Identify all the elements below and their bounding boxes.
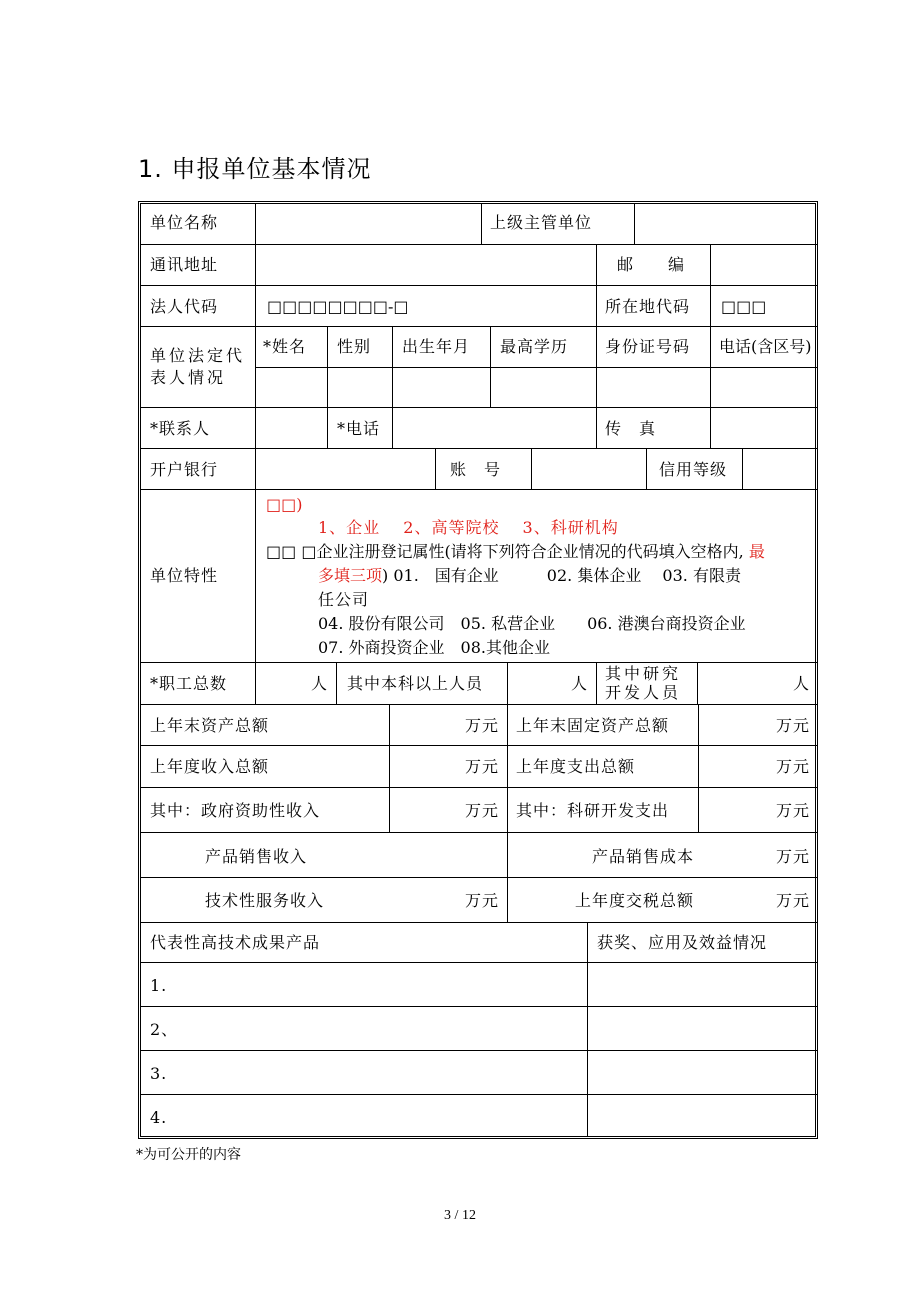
expense-field[interactable]: 万元 [698,745,818,787]
awards-row-2[interactable] [587,1006,818,1050]
assets-field[interactable]: 万元 [389,704,507,745]
assets-label: 上年末资产总额 [150,716,270,735]
cell-superior-label [481,204,634,244]
cell-account-label [435,448,531,489]
product-row-1[interactable]: 1. [141,962,587,1006]
cell-tech-income-label [141,877,389,922]
products-header: 代表性高技术成果产品 [150,933,321,952]
account-label: 账 号 [450,460,502,479]
legal-rep-phone-field[interactable] [710,367,818,407]
staff-total-unit: 人 [310,674,328,693]
bachelor-field[interactable] [507,662,596,704]
legal-code-label: 法人代码 [150,297,219,316]
cell-awards-header [587,922,818,962]
contact-label: *联系人 [150,419,211,438]
public-content-footnote: *为可公开的内容 [136,1147,241,1163]
page-number: 3 / 12 [444,1208,476,1223]
tech-income-field[interactable]: 万元 [389,877,507,922]
staff-total-field[interactable] [255,662,336,704]
tax-label: 上年度交税总额 [574,891,694,910]
superior-unit-field[interactable] [634,204,818,244]
cell-sales-cost-label [507,832,698,877]
fixed-assets-label: 上年末固定资产总额 [516,716,670,735]
phone-label: *电话 [337,419,381,438]
enterprise-registration-note-cont: 多填三项) 01. 国有企业 02. 集体企业 03. 有限责 [318,566,741,585]
cell-rd-staff-label [596,662,697,704]
bank-field[interactable] [255,448,435,489]
cell-legal-code-label [141,285,255,326]
phone-field[interactable] [392,407,596,448]
sales-income-field[interactable] [389,832,507,877]
cell-phone-label [327,407,392,448]
product-row-4[interactable]: 4. [141,1094,587,1136]
cell-address-label [141,244,255,285]
cell-fax-label [596,407,710,448]
unit-type-options: 1、企业 2、高等院校 3、科研机构 [318,518,619,537]
cell-legal-rep-label [141,326,255,407]
cell-credit-label [646,448,742,489]
expense-label: 上年度支出总额 [516,757,636,776]
gov-income-field[interactable]: 万元 [389,787,507,832]
legal-rep-header-phone: 电话(含区号) [710,326,818,367]
superior-unit-label: 上级主管单位 [490,213,593,232]
legal-rep-header-id: 身份证号码 [596,326,710,367]
legal-rep-id-field[interactable] [596,367,710,407]
credit-label: 信用等级 [659,460,728,479]
legal-rep-education-field[interactable] [490,367,596,407]
page-current: 3 [444,1208,452,1223]
product-row-2[interactable]: 2、 [141,1006,587,1050]
cell-tax-label [507,877,698,922]
region-code-field[interactable] [710,285,818,326]
income-label: 上年度收入总额 [150,757,270,776]
cell-gov-income-label [141,787,389,832]
unit-type-field[interactable] [255,489,818,662]
fax-label: 传 真 [605,419,657,438]
credit-field[interactable] [742,448,818,489]
cell-sales-income-label [141,832,389,877]
rd-staff-field[interactable] [697,662,818,704]
cell-expense-label [507,745,698,787]
bachelor-unit: 人 [570,674,588,693]
postcode-field[interactable] [710,244,818,285]
region-code-label: 所在地代码 [605,297,691,316]
legal-rep-gender-field[interactable] [327,367,392,407]
cell-rd-expense-label [507,787,698,832]
legal-rep-label: 单位法定代表人情况 [150,346,246,387]
cell-bachelor-label [336,662,507,704]
legal-rep-header-gender: 性别 [327,326,392,367]
legal-rep-header-birth: 出生年月 [392,326,490,367]
rd-expense-label: 其中：科研开发支出 [516,801,670,820]
awards-row-1[interactable] [587,962,818,1006]
cell-staff-total-label [141,662,255,704]
address-label: 通讯地址 [150,255,219,274]
enterprise-registration-note: □□ □企业注册登记属性(请将下列符合企业情况的代码填入空格内, 最 [266,542,765,561]
sales-cost-label: 产品销售成本 [591,847,694,866]
legal-rep-header-education: 最高学历 [490,326,596,367]
sales-income-label: 产品销售收入 [205,847,308,866]
bachelor-label: 其中本科以上人员 [347,674,484,693]
rd-expense-field[interactable]: 万元 [698,787,818,832]
postcode-label: 邮 编 [617,255,686,274]
staff-total-label: *职工总数 [150,674,228,693]
awards-row-3[interactable] [587,1050,818,1094]
rd-staff-unit: 人 [792,674,810,693]
cell-products-header [141,922,587,962]
unit-name-label: 单位名称 [150,213,219,232]
enterprise-type-line-6: 04. 股份有限公司 05. 私营企业 06. 港澳台商投资企业 [318,614,746,633]
account-field[interactable] [531,448,646,489]
cell-income-label [141,745,389,787]
legal-code-boxes: □□□□□□□□-□ [267,297,409,316]
enterprise-type-line-7: 07. 外商投资企业 08.其他企业 [318,638,550,657]
contact-field[interactable] [255,407,327,448]
tech-income-label: 技术性服务收入 [205,891,325,910]
fax-field[interactable] [710,407,818,448]
bank-label: 开户银行 [150,460,219,479]
awards-row-4[interactable] [587,1094,818,1136]
legal-code-field[interactable] [255,285,596,326]
address-field[interactable] [255,244,596,285]
cell-bank-label [141,448,255,489]
gov-income-label: 其中：政府资助性收入 [150,801,321,820]
cell-assets-label [141,704,389,745]
sales-cost-field[interactable]: 万元 [698,832,818,877]
legal-rep-name-field[interactable] [255,367,327,407]
unit-type-label: 单位特性 [150,566,219,585]
cell-unit-type-label [141,489,255,662]
cell-fixed-assets-label [507,704,698,745]
cell-unit-name-label [141,204,255,244]
tax-field[interactable]: 万元 [698,877,818,922]
rd-staff-label-1: 其中研究 [605,664,682,683]
cell-region-code-label [596,285,710,326]
cell-postcode-label [596,244,710,285]
income-field[interactable]: 万元 [389,745,507,787]
region-code-boxes: □□□ [721,297,767,316]
basic-info-form-table [138,201,818,1139]
legal-rep-birth-field[interactable] [392,367,490,407]
unit-name-field[interactable] [255,204,481,244]
rd-staff-label-2: 开发人员 [605,683,682,702]
fixed-assets-field[interactable]: 万元 [698,704,818,745]
cell-contact-label [141,407,255,448]
legal-rep-header-name: *姓名 [255,326,327,367]
enterprise-type-line-5: 任公司 [318,590,370,609]
awards-header: 获奖、应用及效益情况 [597,933,768,952]
product-row-3[interactable]: 3. [141,1050,587,1094]
page-total: 12 [461,1208,476,1223]
page-title: 1. 申报单位基本情况 [138,155,372,183]
unit-type-boxes: □□) [266,495,303,514]
